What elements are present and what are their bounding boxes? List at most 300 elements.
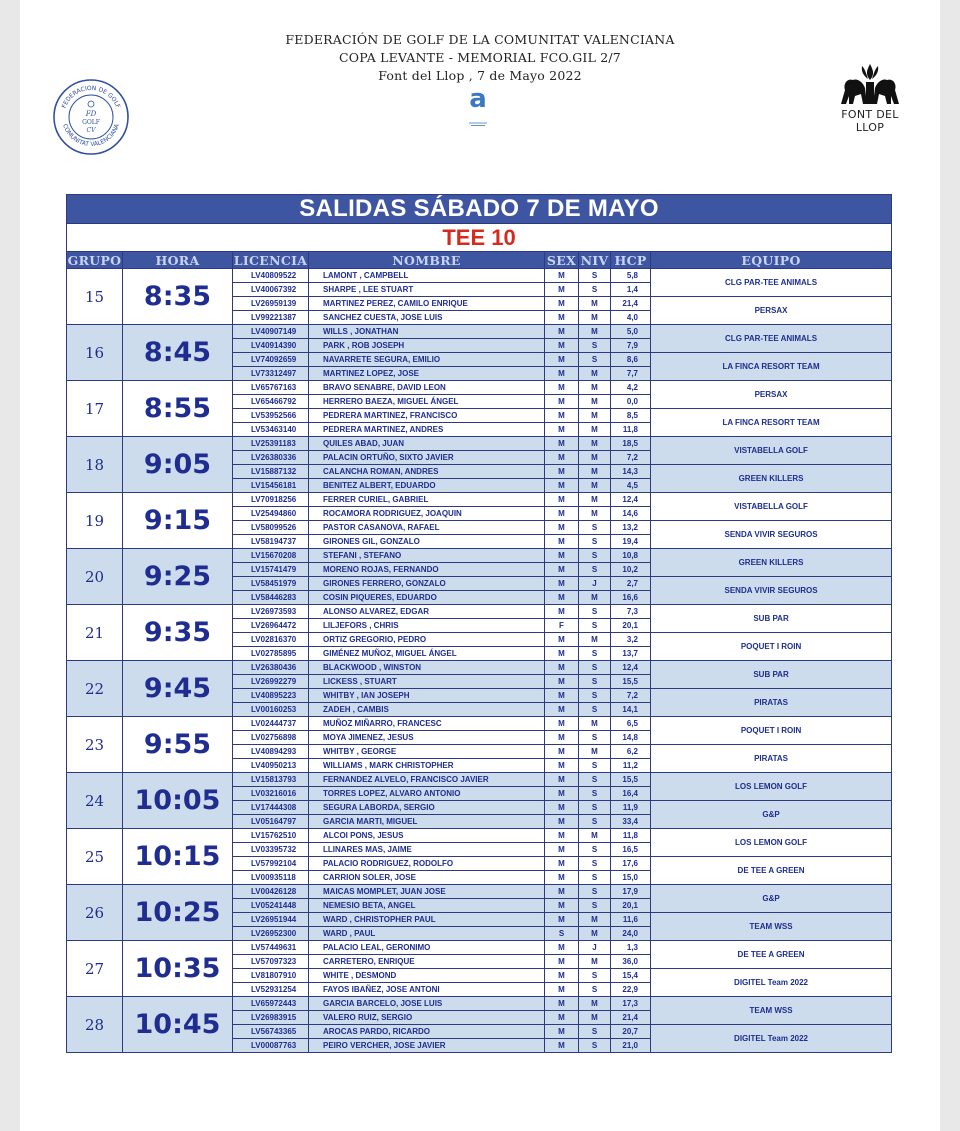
sex-cell: S	[545, 927, 579, 941]
sex-cell: M	[545, 801, 579, 815]
handicap-cell: 11,6	[611, 913, 651, 927]
handicap-cell: 4,5	[611, 479, 651, 493]
license-cell: LV03395732	[233, 843, 309, 857]
level-cell: S	[579, 983, 611, 997]
sex-cell: M	[545, 871, 579, 885]
player-name-cell: FAYOS IBAÑEZ, JOSE ANTONI	[309, 983, 545, 997]
level-cell: S	[579, 1039, 611, 1053]
level-cell: M	[579, 829, 611, 843]
handicap-cell: 7,2	[611, 451, 651, 465]
license-cell: LV26983915	[233, 1011, 309, 1025]
a-logo: a	[464, 86, 492, 131]
sex-cell: M	[545, 465, 579, 479]
sex-cell: M	[545, 577, 579, 591]
handicap-cell: 16,6	[611, 591, 651, 605]
group-number: 23	[67, 717, 123, 773]
license-cell: LV15887132	[233, 465, 309, 479]
handicap-cell: 8,5	[611, 409, 651, 423]
player-name-cell: ORTIZ GREGORIO, PEDRO	[309, 633, 545, 647]
level-cell: S	[579, 899, 611, 913]
level-cell: M	[579, 507, 611, 521]
license-cell: LV15741479	[233, 563, 309, 577]
sex-cell: M	[545, 423, 579, 437]
license-cell: LV00935118	[233, 871, 309, 885]
handicap-cell: 36,0	[611, 955, 651, 969]
level-cell: S	[579, 521, 611, 535]
team-cell: DE TEE A GREEN	[651, 941, 892, 969]
player-name-cell: WHITE , DESMOND	[309, 969, 545, 983]
player-name-cell: SHARPE , LEE STUART	[309, 283, 545, 297]
sex-cell: M	[545, 479, 579, 493]
player-row	[67, 717, 892, 731]
sex-cell: M	[545, 269, 579, 283]
team-cell: POQUET I ROIN	[651, 633, 892, 661]
team-cell: LOS LEMON GOLF	[651, 773, 892, 801]
level-cell: S	[579, 773, 611, 787]
tee-time: 10:25	[123, 885, 233, 941]
license-cell: LV70918256	[233, 493, 309, 507]
license-cell: LV26959139	[233, 297, 309, 311]
handicap-cell: 7,3	[611, 605, 651, 619]
player-name-cell: AROCAS PARDO, RICARDO	[309, 1025, 545, 1039]
tee-time: 9:15	[123, 493, 233, 549]
level-cell: M	[579, 591, 611, 605]
player-name-cell: BENITEZ ALBERT, EDUARDO	[309, 479, 545, 493]
level-cell: S	[579, 661, 611, 675]
license-cell: LV65466792	[233, 395, 309, 409]
player-name-cell: VALERO RUIZ, SERGIO	[309, 1011, 545, 1025]
handicap-cell: 13,2	[611, 521, 651, 535]
handicap-cell: 24,0	[611, 927, 651, 941]
license-cell: LV26952300	[233, 927, 309, 941]
handicap-cell: 12,4	[611, 661, 651, 675]
player-name-cell: WILLIAMS , MARK CHRISTOPHER	[309, 759, 545, 773]
col-nombre: NOMBRE	[309, 252, 545, 269]
handicap-cell: 15,0	[611, 871, 651, 885]
team-cell: TEAM WSS	[651, 913, 892, 941]
team-cell: G&P	[651, 801, 892, 829]
team-cell: DE TEE A GREEN	[651, 857, 892, 885]
team-cell: SENDA VIVIR SEGUROS	[651, 521, 892, 549]
handicap-cell: 17,6	[611, 857, 651, 871]
level-cell: S	[579, 759, 611, 773]
group-number: 15	[67, 269, 123, 325]
license-cell: LV40809522	[233, 269, 309, 283]
federation-seal-logo	[52, 78, 130, 160]
handicap-cell: 6,2	[611, 745, 651, 759]
license-cell: LV05241448	[233, 899, 309, 913]
team-cell: SUB PAR	[651, 605, 892, 633]
sex-cell: M	[545, 507, 579, 521]
license-cell: LV65972443	[233, 997, 309, 1011]
sex-cell: M	[545, 633, 579, 647]
player-row	[67, 661, 892, 675]
tee-time: 8:45	[123, 325, 233, 381]
player-name-cell: SEGURA LABORDA, SERGIO	[309, 801, 545, 815]
lions-emblem-icon	[835, 60, 905, 108]
player-name-cell: ROCAMORA RODRIGUEZ, JOAQUIN	[309, 507, 545, 521]
sex-cell: M	[545, 829, 579, 843]
tee-time: 8:35	[123, 269, 233, 325]
player-name-cell: PEIRO VERCHER, JOSE JAVIER	[309, 1039, 545, 1053]
svg-text:FD: FD	[85, 110, 97, 118]
handicap-cell: 21,4	[611, 297, 651, 311]
license-cell: LV00426128	[233, 885, 309, 899]
sex-cell: M	[545, 913, 579, 927]
level-cell: S	[579, 353, 611, 367]
team-cell: PIRATAS	[651, 689, 892, 717]
level-cell: M	[579, 437, 611, 451]
sex-cell: M	[545, 717, 579, 731]
player-name-cell: CARRION SOLER, JOSE	[309, 871, 545, 885]
license-cell: LV40067392	[233, 283, 309, 297]
group-number: 16	[67, 325, 123, 381]
player-row	[67, 997, 892, 1011]
player-name-cell: ALCOI PONS, JESUS	[309, 829, 545, 843]
player-name-cell: ZADEH , CAMBIS	[309, 703, 545, 717]
svg-text:COMUNITAT VALENCIANA: COMUNITAT VALENCIANA	[61, 123, 121, 149]
player-name-cell: NAVARRETE SEGURA, EMILIO	[309, 353, 545, 367]
license-cell: LV73312497	[233, 367, 309, 381]
player-name-cell: STEFANI , STEFANO	[309, 549, 545, 563]
level-cell: S	[579, 535, 611, 549]
sex-cell: M	[545, 367, 579, 381]
group-number: 27	[67, 941, 123, 997]
license-cell: LV02785895	[233, 647, 309, 661]
license-cell: LV58446283	[233, 591, 309, 605]
handicap-cell: 7,7	[611, 367, 651, 381]
sex-cell: M	[545, 563, 579, 577]
group-number: 24	[67, 773, 123, 829]
sex-cell: M	[545, 409, 579, 423]
license-cell: LV26964472	[233, 619, 309, 633]
group-number: 20	[67, 549, 123, 605]
col-hora: HORA	[123, 252, 233, 269]
team-cell: PERSAX	[651, 297, 892, 325]
a-logo-caption-lines	[467, 121, 489, 127]
tee-time: 8:55	[123, 381, 233, 437]
player-name-cell: PEDRERA MARTINEZ, ANDRES	[309, 423, 545, 437]
sex-cell: M	[545, 843, 579, 857]
table-title: SALIDAS SÁBADO 7 DE MAYO	[67, 195, 892, 224]
sex-cell: M	[545, 493, 579, 507]
level-cell: S	[579, 857, 611, 871]
level-cell: M	[579, 479, 611, 493]
level-cell: J	[579, 941, 611, 955]
tee-time: 9:45	[123, 661, 233, 717]
sex-cell: M	[545, 731, 579, 745]
font-del-llop-logo	[830, 60, 910, 134]
team-cell: CLG PAR-TEE ANIMALS	[651, 325, 892, 353]
player-row	[67, 269, 892, 283]
handicap-cell: 21,0	[611, 1039, 651, 1053]
license-cell: LV26380436	[233, 661, 309, 675]
license-cell: LV40914390	[233, 339, 309, 353]
team-cell: LA FINCA RESORT TEAM	[651, 409, 892, 437]
level-cell: M	[579, 745, 611, 759]
tee-time: 9:55	[123, 717, 233, 773]
license-cell: LV15456181	[233, 479, 309, 493]
level-cell: M	[579, 1011, 611, 1025]
handicap-cell: 14,3	[611, 465, 651, 479]
handicap-cell: 0,0	[611, 395, 651, 409]
player-name-cell: FERNANDEZ ALVELO, FRANCISCO JAVIER	[309, 773, 545, 787]
handicap-cell: 16,4	[611, 787, 651, 801]
player-name-cell: LICKESS , STUART	[309, 675, 545, 689]
license-cell: LV17444308	[233, 801, 309, 815]
license-cell: LV57449631	[233, 941, 309, 955]
handicap-cell: 7,9	[611, 339, 651, 353]
venue-date: Font del Llop , 7 de Mayo 2022	[378, 68, 582, 83]
sex-cell: M	[545, 605, 579, 619]
group-number: 19	[67, 493, 123, 549]
handicap-cell: 14,1	[611, 703, 651, 717]
group-number: 26	[67, 885, 123, 941]
player-name-cell: GARCIA MARTI, MIGUEL	[309, 815, 545, 829]
sex-cell: M	[545, 1039, 579, 1053]
handicap-cell: 11,2	[611, 759, 651, 773]
sex-cell: M	[545, 1011, 579, 1025]
handicap-cell: 33,4	[611, 815, 651, 829]
tee-time: 10:05	[123, 773, 233, 829]
handicap-cell: 3,2	[611, 633, 651, 647]
player-name-cell: BRAVO SENABRE, DAVID LEON	[309, 381, 545, 395]
level-cell: M	[579, 717, 611, 731]
handicap-cell: 22,9	[611, 983, 651, 997]
handicap-cell: 4,2	[611, 381, 651, 395]
sex-cell: M	[545, 745, 579, 759]
team-cell: GREEN KILLERS	[651, 549, 892, 577]
handicap-cell: 8,6	[611, 353, 651, 367]
player-name-cell: HERRERO BAEZA, MIGUEL ÁNGEL	[309, 395, 545, 409]
license-cell: LV65767163	[233, 381, 309, 395]
license-cell: LV58099526	[233, 521, 309, 535]
level-cell: M	[579, 367, 611, 381]
sex-cell: M	[545, 311, 579, 325]
team-cell: SUB PAR	[651, 661, 892, 689]
col-niv: NIV	[579, 252, 611, 269]
player-name-cell: WILLS , JONATHAN	[309, 325, 545, 339]
license-cell: LV56743365	[233, 1025, 309, 1039]
handicap-cell: 14,8	[611, 731, 651, 745]
level-cell: S	[579, 1025, 611, 1039]
sex-cell: M	[545, 773, 579, 787]
sex-cell: M	[545, 591, 579, 605]
license-cell: LV15762510	[233, 829, 309, 843]
tee-time: 9:25	[123, 549, 233, 605]
player-name-cell: PARK , ROB JOSEPH	[309, 339, 545, 353]
sex-cell: M	[545, 689, 579, 703]
level-cell: M	[579, 381, 611, 395]
font-del-llop-text: FONT DEL LLOP	[841, 108, 899, 134]
player-row	[67, 437, 892, 451]
player-name-cell: TORRES LOPEZ, ALVARO ANTONIO	[309, 787, 545, 801]
sex-cell: M	[545, 955, 579, 969]
sex-cell: M	[545, 297, 579, 311]
level-cell: M	[579, 451, 611, 465]
player-name-cell: MARTINEZ LOPEZ, JOSE	[309, 367, 545, 381]
level-cell: M	[579, 409, 611, 423]
license-cell: LV52931254	[233, 983, 309, 997]
player-row	[67, 829, 892, 843]
player-name-cell: MARTINEZ PEREZ, CAMILO ENRIQUE	[309, 297, 545, 311]
sex-cell: M	[545, 339, 579, 353]
handicap-cell: 15,4	[611, 969, 651, 983]
player-name-cell: MAICAS MOMPLET, JUAN JOSE	[309, 885, 545, 899]
team-cell: PERSAX	[651, 381, 892, 409]
player-name-cell: MOYA JIMENEZ, JESUS	[309, 731, 545, 745]
player-name-cell: GIMÉNEZ MUÑOZ, MIGUEL ÁNGEL	[309, 647, 545, 661]
level-cell: S	[579, 605, 611, 619]
license-cell: LV03216016	[233, 787, 309, 801]
player-row	[67, 605, 892, 619]
handicap-cell: 5,0	[611, 325, 651, 339]
player-row	[67, 381, 892, 395]
handicap-cell: 15,5	[611, 773, 651, 787]
group-number: 25	[67, 829, 123, 885]
team-cell: VISTABELLA GOLF	[651, 493, 892, 521]
player-name-cell: MUÑOZ MIÑARRO, FRANCESC	[309, 717, 545, 731]
sex-cell: M	[545, 395, 579, 409]
license-cell: LV25494860	[233, 507, 309, 521]
level-cell: S	[579, 269, 611, 283]
federation-title: FEDERACIÓN DE GOLF DE LA COMUNITAT VALENCIANA	[285, 32, 675, 47]
license-cell: LV00087763	[233, 1039, 309, 1053]
competition-title: COPA LEVANTE - MEMORIAL FCO.GIL 2/7	[339, 50, 621, 65]
player-name-cell: BLACKWOOD , WINSTON	[309, 661, 545, 675]
player-name-cell: GARCIA BARCELO, JOSE LUIS	[309, 997, 545, 1011]
license-cell: LV57992104	[233, 857, 309, 871]
player-name-cell: CALANCHA ROMAN, ANDRES	[309, 465, 545, 479]
handicap-cell: 10,8	[611, 549, 651, 563]
level-cell: S	[579, 801, 611, 815]
handicap-cell: 12,4	[611, 493, 651, 507]
sex-cell: M	[545, 437, 579, 451]
team-cell: CLG PAR-TEE ANIMALS	[651, 269, 892, 297]
player-name-cell: WHITBY , GEORGE	[309, 745, 545, 759]
tee-time: 10:35	[123, 941, 233, 997]
player-row	[67, 885, 892, 899]
col-licencia: LICENCIA	[233, 252, 308, 268]
player-name-cell: ALONSO ALVAREZ, EDGAR	[309, 605, 545, 619]
level-cell: S	[579, 339, 611, 353]
sex-cell: M	[545, 549, 579, 563]
sex-cell: M	[545, 283, 579, 297]
player-name-cell: LILJEFORS , CHRIS	[309, 619, 545, 633]
team-cell: TEAM WSS	[651, 997, 892, 1025]
level-cell: M	[579, 297, 611, 311]
team-cell: PIRATAS	[651, 745, 892, 773]
player-name-cell: QUILES ABAD, JUAN	[309, 437, 545, 451]
handicap-cell: 20,7	[611, 1025, 651, 1039]
sex-cell: F	[545, 619, 579, 633]
svg-text:GOLF: GOLF	[82, 119, 100, 126]
license-cell: LV02756898	[233, 731, 309, 745]
player-name-cell: WARD , CHRISTOPHER PAUL	[309, 913, 545, 927]
player-name-cell: LAMONT , CAMPBELL	[309, 269, 545, 283]
sex-cell: M	[545, 899, 579, 913]
license-cell: LV53463140	[233, 423, 309, 437]
level-cell: S	[579, 675, 611, 689]
license-cell: LV00160253	[233, 703, 309, 717]
sex-cell: M	[545, 353, 579, 367]
player-row	[67, 493, 892, 507]
sex-cell: M	[545, 325, 579, 339]
tee-time: 10:15	[123, 829, 233, 885]
handicap-cell: 17,3	[611, 997, 651, 1011]
team-cell: LOS LEMON GOLF	[651, 829, 892, 857]
team-cell: VISTABELLA GOLF	[651, 437, 892, 465]
sex-cell: M	[545, 969, 579, 983]
sex-cell: M	[545, 997, 579, 1011]
handicap-cell: 14,6	[611, 507, 651, 521]
level-cell: M	[579, 325, 611, 339]
player-name-cell: SANCHEZ CUESTA, JOSE LUIS	[309, 311, 545, 325]
license-cell: LV05164797	[233, 815, 309, 829]
player-name-cell: PEDRERA MARTINEZ, FRANCISCO	[309, 409, 545, 423]
handicap-cell: 11,8	[611, 829, 651, 843]
license-cell: LV58451979	[233, 577, 309, 591]
handicap-cell: 16,5	[611, 843, 651, 857]
license-cell: LV40894293	[233, 745, 309, 759]
level-cell: S	[579, 843, 611, 857]
handicap-cell: 21,4	[611, 1011, 651, 1025]
tee-time: 9:05	[123, 437, 233, 493]
handicap-cell: 17,9	[611, 885, 651, 899]
tee-times-table	[66, 194, 891, 1053]
player-name-cell: GIRONES GIL, GONZALO	[309, 535, 545, 549]
sex-cell: M	[545, 661, 579, 675]
team-cell: LA FINCA RESORT TEAM	[651, 353, 892, 381]
sex-cell: M	[545, 521, 579, 535]
license-cell: LV99221387	[233, 311, 309, 325]
handicap-cell: 1,3	[611, 941, 651, 955]
tee-label: TEE 10	[67, 224, 892, 252]
sex-cell: M	[545, 759, 579, 773]
col-grupo: GRUPO	[67, 252, 122, 268]
player-name-cell: PALACIO RODRIGUEZ, RODOLFO	[309, 857, 545, 871]
handicap-cell: 11,9	[611, 801, 651, 815]
player-name-cell: PASTOR CASANOVA, RAFAEL	[309, 521, 545, 535]
group-number: 18	[67, 437, 123, 493]
level-cell: S	[579, 619, 611, 633]
sex-cell: M	[545, 381, 579, 395]
license-cell: LV40907149	[233, 325, 309, 339]
license-cell: LV26380336	[233, 451, 309, 465]
team-cell: SENDA VIVIR SEGUROS	[651, 577, 892, 605]
player-row	[67, 325, 892, 339]
level-cell: M	[579, 465, 611, 479]
license-cell: LV02816370	[233, 633, 309, 647]
level-cell: S	[579, 703, 611, 717]
level-cell: M	[579, 927, 611, 941]
player-name-cell: MORENO ROJAS, FERNANDO	[309, 563, 545, 577]
level-cell: M	[579, 395, 611, 409]
handicap-cell: 20,1	[611, 619, 651, 633]
level-cell: S	[579, 969, 611, 983]
player-name-cell: CARRETERO, ENRIQUE	[309, 955, 545, 969]
handicap-cell: 2,7	[611, 577, 651, 591]
handicap-cell: 10,2	[611, 563, 651, 577]
license-cell: LV02444737	[233, 717, 309, 731]
handicap-cell: 6,5	[611, 717, 651, 731]
player-row	[67, 773, 892, 787]
license-cell: LV58194737	[233, 535, 309, 549]
license-cell: LV26973593	[233, 605, 309, 619]
license-cell: LV57097323	[233, 955, 309, 969]
sex-cell: M	[545, 885, 579, 899]
license-cell: LV40895223	[233, 689, 309, 703]
